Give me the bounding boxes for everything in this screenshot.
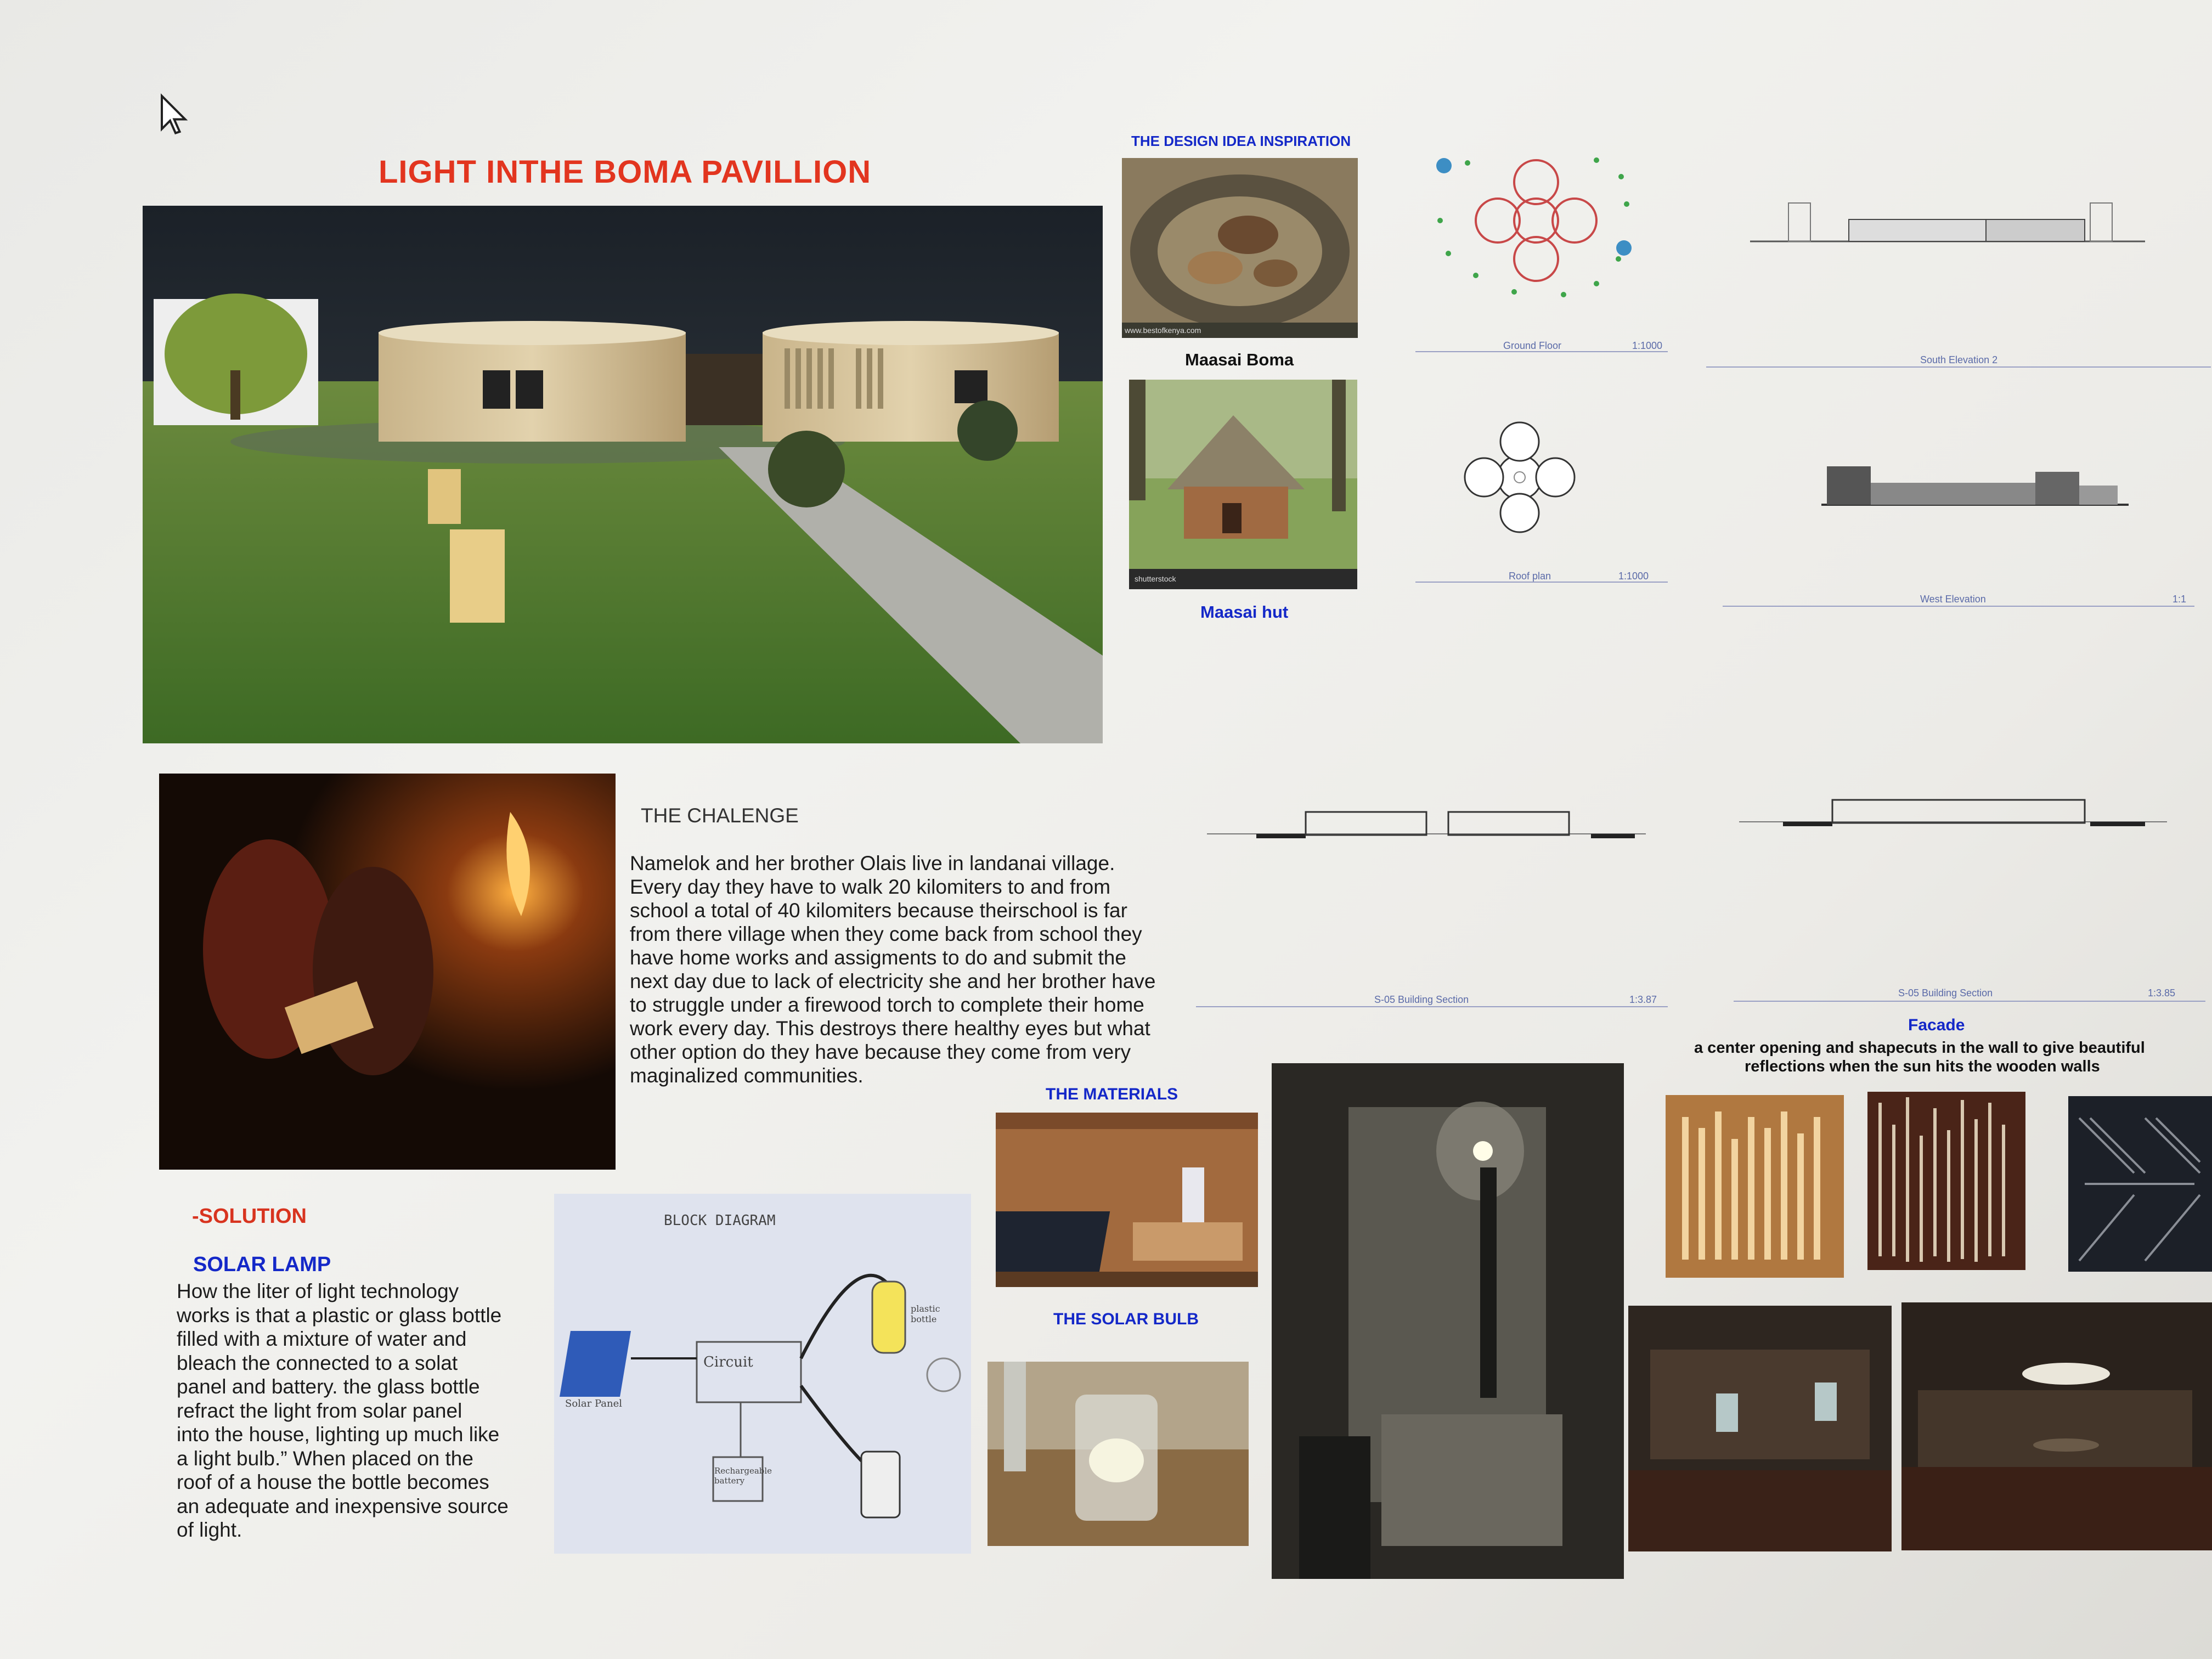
solution-line: works is that a plastic or glass bottle [177,1304,502,1327]
mouse-cursor-icon [159,93,192,137]
ground-floor-scale: 1:1000 [1632,340,1663,351]
facade-heading: Facade [1908,1016,1965,1034]
solution-line: an adequate and inexpensive source [177,1494,509,1517]
solution-body [177,1279,561,1542]
solution-line: roof of a house the bottle becomes [177,1471,489,1493]
roof-plan-drawing [1437,417,1602,538]
section-right-scale: 1:3.85 [2148,988,2176,998]
section-left-label: S-05 Building Section [1374,994,1469,1005]
building-section-right-drawing [1739,795,2167,834]
interior-render-image-2 [1901,1302,2212,1550]
materials-heading: THE MATERIALS [1046,1085,1178,1103]
west-elevation-drawing [1821,461,2129,510]
room-lit-by-bottle-photo [1272,1063,1624,1579]
materials-photo [996,1113,1258,1287]
facade-wood-panel-image-2 [1867,1092,2025,1270]
inspiration-heading: THE DESIGN IDEA INSPIRATION [1131,133,1351,149]
solar-bulb-heading: THE SOLAR BULB [1053,1310,1199,1328]
maasai-hut-image [1129,380,1357,589]
facade-description-line-1: a center opening and shapecuts in the wall to give beautiful [1694,1039,2145,1057]
challenge-heading: THE CHALENGE [641,804,799,827]
solution-line: filled with a mixture of water and [177,1328,467,1350]
maasai-boma-caption: Maasai Boma [1185,350,1294,369]
bottle-label: plastic bottle [911,1304,940,1324]
challenge-line: from there village when they come back from school they [630,923,1142,945]
hut-image-credit: shutterstock [1135,574,1176,583]
circuit-label: Circuit [703,1354,753,1370]
solar-lamp-heading: SOLAR LAMP [193,1253,331,1276]
solar-bulb-photo [988,1362,1249,1546]
challenge-line: other option do they have because they come from very [630,1041,1131,1063]
solution-heading: -SOLUTION [192,1205,307,1228]
battery-label: Rechargeable battery [714,1466,772,1486]
roof-plan-label: Roof plan [1509,571,1551,582]
building-section-left-drawing [1207,806,1646,845]
solution-line: panel and battery. the glass bottle [177,1375,480,1398]
solution-line: How the liter of light technology [177,1280,459,1302]
interior-render-image-1 [1628,1306,1892,1551]
facade-description-line-2: reflections when the sun hits the wooden walls [1745,1058,2100,1075]
challenge-line: Every day they have to walk 20 kilomiters to and from [630,876,1111,898]
challenge-line: maginalized communities. [630,1064,864,1087]
west-elevation-scale: 1:1 [2172,594,2187,605]
challenge-body [630,851,1178,1087]
facade-wood-panel-image-1 [1666,1095,1844,1278]
ground-floor-plan-drawing [1415,144,1646,308]
section-left-scale: 1:3.87 [1629,994,1657,1005]
children-studying-firelight-image [159,774,616,1170]
block-diagram-sketch [554,1194,971,1554]
roof-plan-scale: 1:1000 [1618,571,1649,582]
section-right-label: S-05 Building Section [1898,988,1993,998]
challenge-line: next day due to lack of electricity she and her brother have [630,970,1156,992]
challenge-line: Namelok and her brother Olais live in landanai village. [630,852,1115,874]
solution-line: refract the light from solar panel [177,1399,462,1422]
maasai-hut-caption: Maasai hut [1200,602,1289,622]
boma-image-credit: www.bestofkenya.com [1125,326,1201,335]
south-elevation-drawing [1750,198,2145,247]
facade-wood-panel-image-3 [2068,1096,2212,1272]
solution-line: a light bulb.” When placed on the [177,1447,473,1470]
solution-line: bleach the connected to a solat [177,1351,458,1374]
solution-line: of light. [177,1519,242,1541]
maasai-boma-image [1122,158,1358,338]
challenge-line: school a total of 40 kilomiters because theirschool is far [630,899,1127,922]
south-elevation-label: South Elevation 2 [1920,354,1998,365]
west-elevation-label: West Elevation [1920,594,1986,605]
board-title: LIGHT INTHE BOMA PAVILLION [379,154,872,190]
challenge-line: to struggle under a firewood torch to complete their home [630,994,1144,1016]
challenge-line: have home works and assigments to do and submit the [630,946,1126,969]
block-diagram-title: BLOCK DIAGRAM [664,1212,776,1229]
solar-panel-label: Solar Panel [565,1398,623,1409]
solution-line: into the house, lighting up much like [177,1423,500,1446]
ground-floor-label: Ground Floor [1503,340,1562,351]
pavilion-render-image [143,206,1103,743]
challenge-line: work every day. This destroys there healthy eyes but what [630,1017,1150,1040]
